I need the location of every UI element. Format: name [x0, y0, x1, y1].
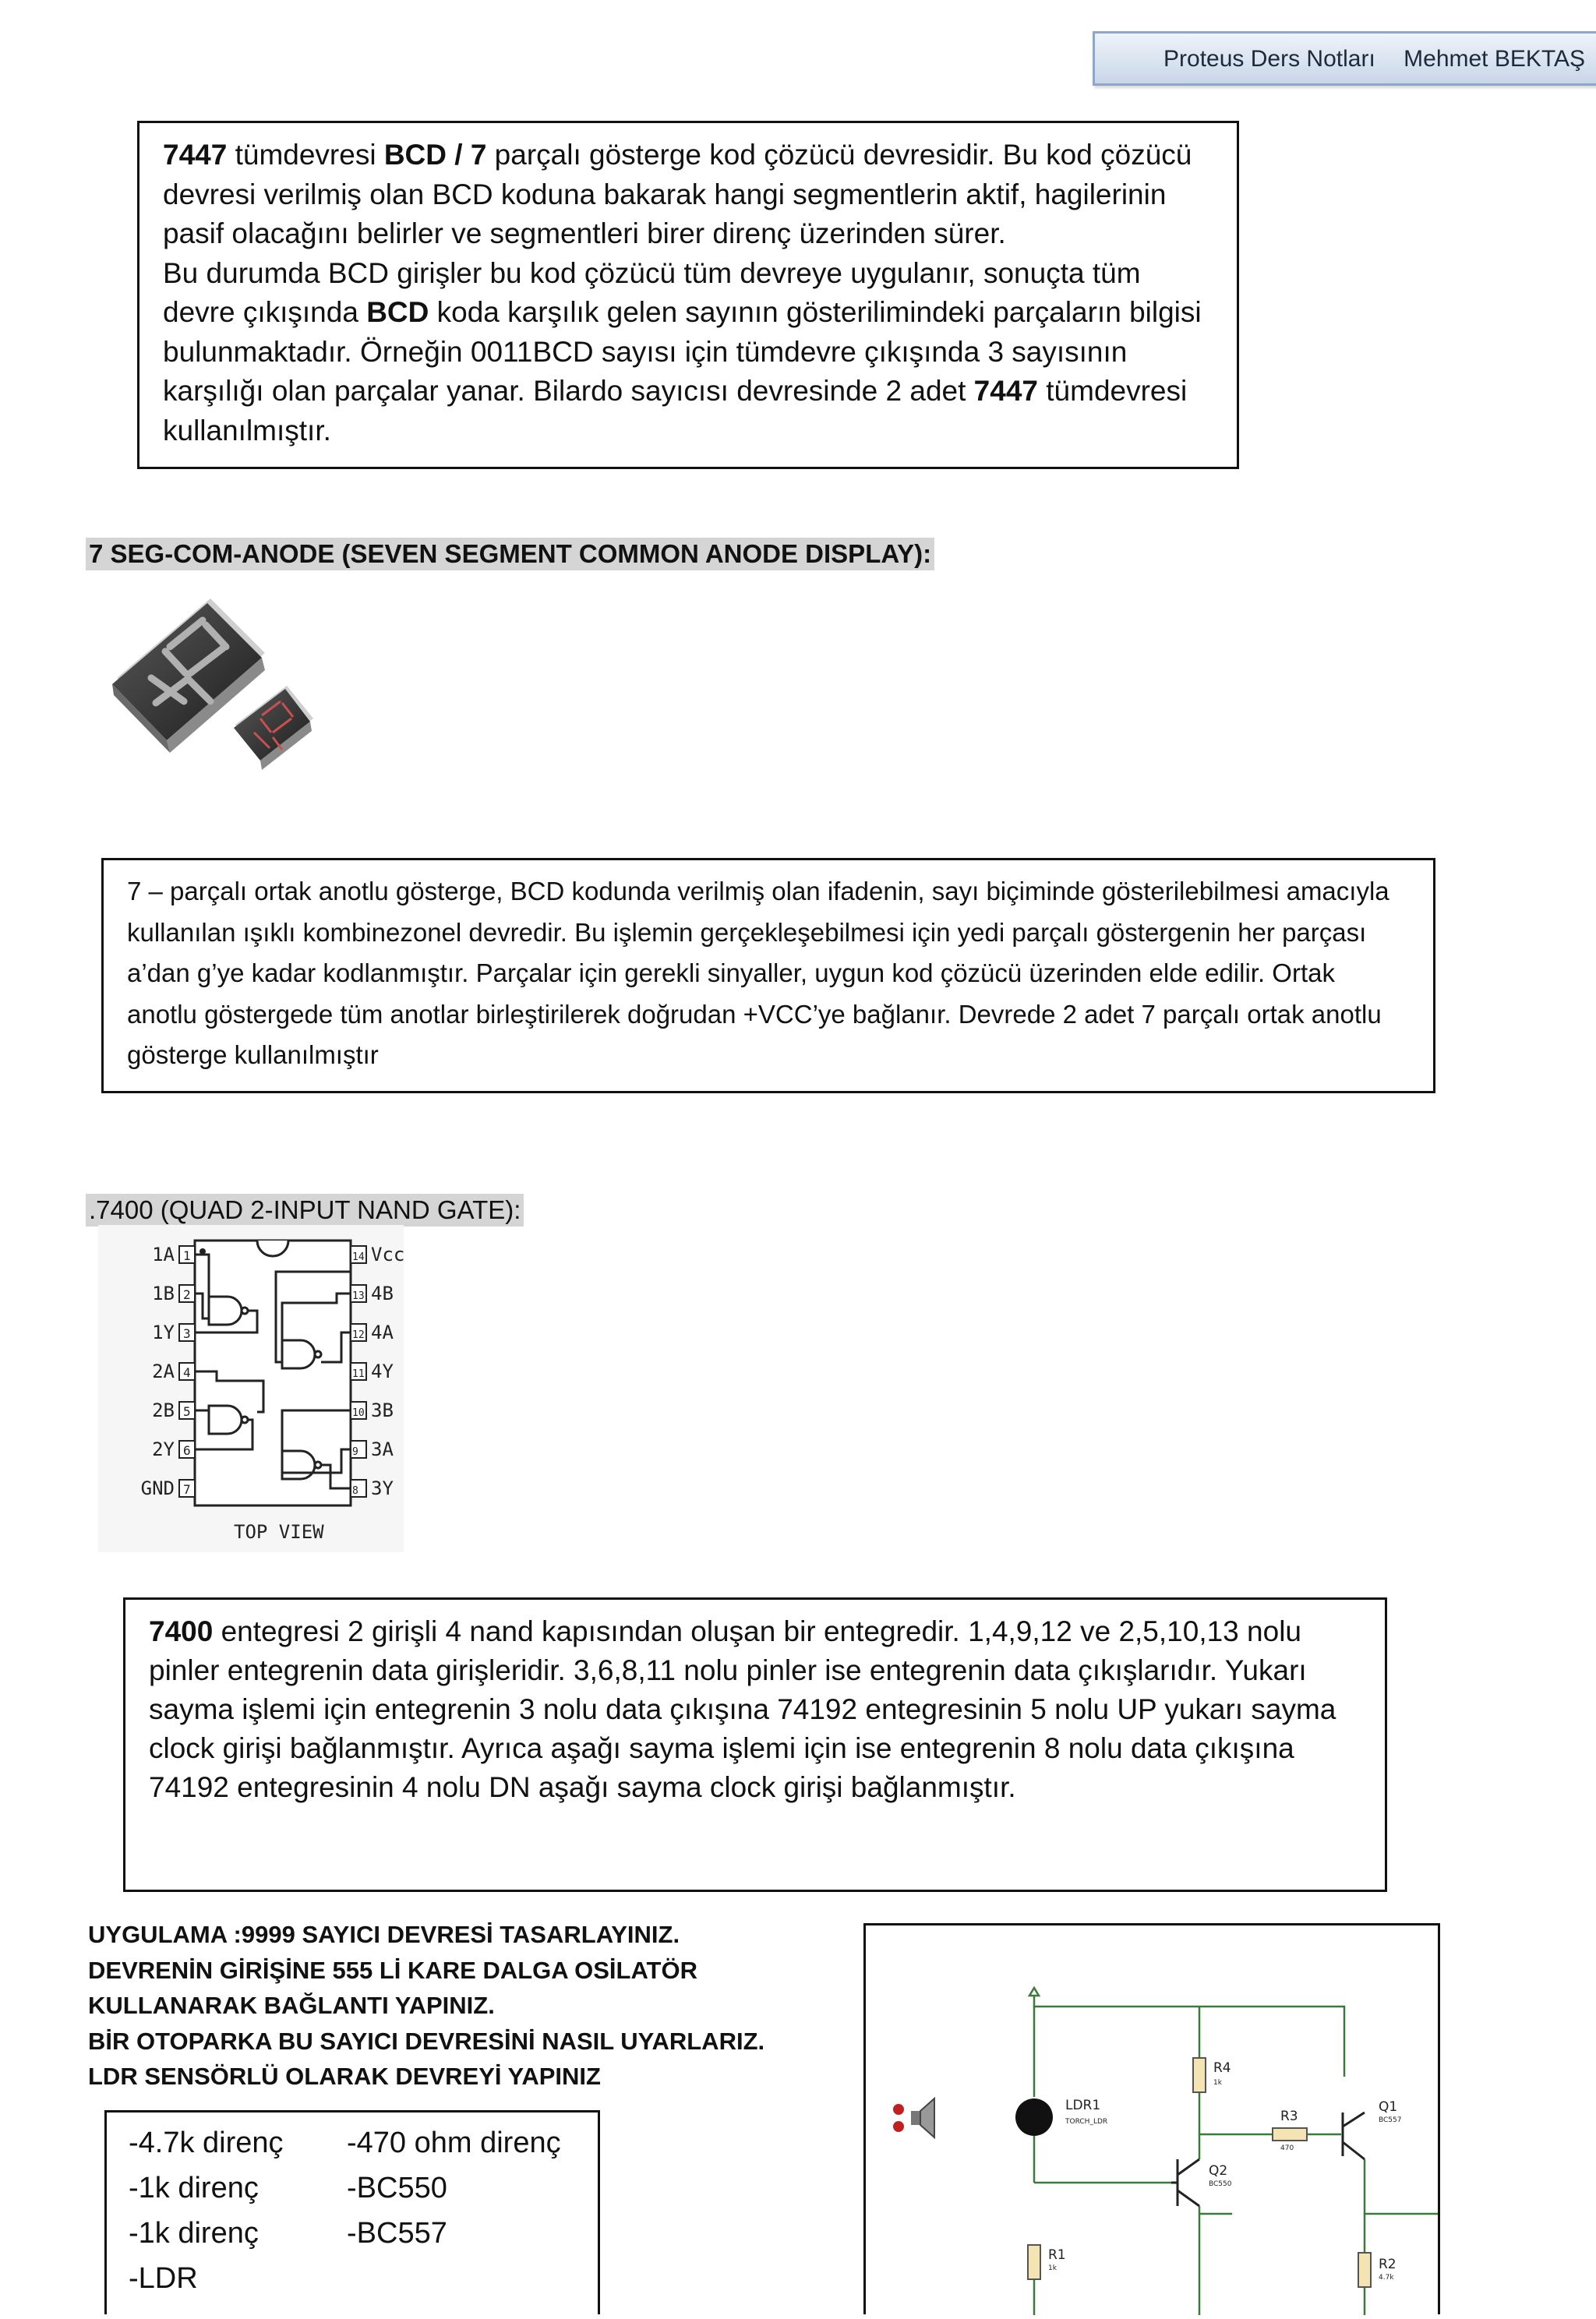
material-item: -LDR — [129, 2262, 198, 2295]
r4-value: 1k — [1213, 2079, 1222, 2087]
materials-row — [129, 2256, 579, 2301]
pin-number: 5 — [183, 1404, 191, 1419]
text-run: tümdevresi — [227, 139, 384, 171]
pin-label: 2A — [152, 1361, 175, 1382]
pin-label: 3A — [371, 1438, 394, 1460]
seven-segment-display-image — [109, 592, 343, 795]
text-run: Bu durumda BCD girişler bu kod çözücü tüm devreye uygulanır, sonuçta tüm devre çıkışında — [163, 256, 1141, 328]
chip-caption: TOP VIEW — [234, 1521, 324, 1543]
pin-label: 1Y — [152, 1322, 175, 1343]
pin-label: GND — [140, 1477, 175, 1499]
material-item: -BC550 — [347, 2172, 447, 2204]
ldr-sub: TORCH_LDR — [1065, 2118, 1108, 2126]
r1-value: 1k — [1048, 2264, 1057, 2272]
pin-number: 7 — [183, 1482, 191, 1497]
pin-number: 3 — [183, 1326, 191, 1341]
material-item: -470 ohm direnç — [347, 2127, 561, 2159]
pin-number: 12 — [352, 1329, 365, 1341]
text-run: parçalı gösterge kod çözücü devresidir. Bu kod çözücü devresi verilmiş olan BCD koduna bakarak hangi segmentlerin aktif, hagilerinin pasif olacağını belirler ve segmentleri birer direnç üzerinden sürer. — [163, 139, 1192, 249]
task-line: KULLANARAK BAĞLANTI YAPINIZ. — [88, 1992, 495, 2019]
pin-number: 10 — [352, 1407, 365, 1419]
q2-part: BC550 — [1209, 2180, 1232, 2188]
text-run: tümdevresi kullanılmıştır. — [163, 375, 1188, 447]
box-7seg-text: 7 – parçalı ortak anotlu gösterge, BCD kodunda verilmiş olan ifadenin, sayı biçiminde gösterilebilmesi amacıyla kullanılan ışıklı kombinezonel devredir. Bu işlemin gerçekleşebilmesi için yedi parçalı göstergenin her parçası a’dan g’ye kadar kodlanmıştır. Parçalar için gerekli sinyaller, uygun kod çözücü üzerinden elde edilir. Ortak anotlu göstergede tüm anotlar birleştirilerek doğrudan +VCC’ye bağlanır. Devrede 2 adet 7 parçalı ortak anotlu gösterge kullanılmıştır — [127, 877, 1389, 1069]
material-item: -BC557 — [347, 2217, 447, 2250]
bold-term: 7447 — [973, 375, 1038, 407]
pin-number: 13 — [352, 1290, 365, 1302]
q2-label: Q2 — [1209, 2163, 1228, 2179]
pin-number: 4 — [183, 1365, 191, 1380]
pin-number: 8 — [352, 1485, 358, 1497]
pin-label: Vcc — [371, 1244, 404, 1265]
text-run: koda karşılık gelen sayının gösterilimindeki parçaların bilgisi bulunmaktadır. Örneğin 0011BCD sayısı için tümdevre çıkışında 3 sayısının karşılığı olan parçalar yanar. Bilardo sayıcısı devresinde 2 adet — [163, 296, 1202, 407]
section-heading-7seg: 7 SEG-COM-ANODE (SEVEN SEGMENT COMMON ANODE DISPLAY): — [86, 538, 934, 570]
pin-label: 4A — [371, 1322, 394, 1343]
box-7400-body: entegresi 2 girişli 4 nand kapısından oluşan bir entegredir. 1,4,9,12 ve 2,5,10,13 nolu pinler entegrenin data girişleridir. 3,6,8,11 nolu pinler ise entegrenin data çıkışlarıdır. Yukarı sayma işlemi için entegrenin 3 nolu data çıkışına 74192 entegresinin 5 nolu UP yukarı sayma clock girişi bağlanmıştır. Ayrıca aşağı sayma işlemi için ise entegrenin 8 nolu data çıkışına 74192 entegresinin 4 nolu DN aşağı sayma clock girişi bağlanmıştır. — [149, 1615, 1336, 1803]
pin-label: 3Y — [371, 1477, 394, 1499]
r2-value: 4.7k — [1379, 2274, 1394, 2282]
bold-term: 7447 — [163, 139, 228, 171]
materials-row — [129, 2165, 579, 2211]
box-7seg-description — [101, 858, 1435, 1093]
pin-number: 2 — [183, 1287, 191, 1302]
task-line: UYGULAMA :9999 SAYICI DEVRESİ TASARLAYINIZ. — [88, 1921, 680, 1948]
pin-number: 11 — [352, 1368, 365, 1380]
nand-7400-pinout-diagram — [92, 1225, 404, 1552]
materials-list — [104, 2110, 600, 2314]
box-7400-bold: 7400 — [149, 1615, 214, 1647]
pin-label: 4B — [371, 1283, 394, 1304]
bold-term: BCD / 7 — [383, 139, 487, 171]
r1-label: R1 — [1048, 2247, 1066, 2263]
pin-label: 4Y — [371, 1361, 394, 1382]
pin-number: 1 — [183, 1248, 191, 1263]
pin-label: 2Y — [152, 1438, 175, 1460]
materials-row — [129, 2211, 579, 2256]
box-7400-text — [149, 1612, 1363, 1807]
task-line: BİR OTOPARKA BU SAYICI DEVRESİNİ NASIL UYARLARIZ. — [88, 2027, 765, 2055]
pin-number: 9 — [352, 1446, 358, 1458]
pin-label: 1B — [152, 1283, 175, 1304]
ldr-label: LDR1 — [1065, 2098, 1101, 2113]
material-item: -4.7k direnç — [129, 2127, 284, 2159]
q1-part: BC557 — [1379, 2116, 1402, 2124]
task-line: DEVRENİN GİRİŞİNE 555 Lİ KARE DALGA OSİLATÖR — [88, 1956, 697, 1984]
pin-number: 6 — [183, 1443, 191, 1458]
ldr-sensor-circuit-schematic — [863, 1923, 1440, 2314]
box-7447-description — [137, 121, 1239, 469]
header-tab — [1093, 31, 1596, 86]
r2-label: R2 — [1379, 2257, 1396, 2272]
box-7447-paragraph-1 — [163, 136, 1215, 254]
r4-label: R4 — [1213, 2060, 1231, 2076]
r3-value: 470 — [1280, 2144, 1294, 2152]
box-7447-paragraph-2 — [163, 254, 1215, 451]
r3-label: R3 — [1280, 2109, 1298, 2124]
header-text — [1142, 46, 1585, 72]
material-item: -1k direnç — [129, 2172, 259, 2204]
task-line: LDR SENSÖRLÜ OLARAK DEVREYİ YAPINIZ — [88, 2063, 601, 2090]
pin-label: 3B — [371, 1400, 394, 1421]
pin-number: 14 — [352, 1251, 365, 1263]
header-title: Proteus Ders Notları — [1163, 46, 1375, 72]
q1-label: Q1 — [1379, 2099, 1398, 2115]
material-item: -1k direnç — [129, 2217, 259, 2250]
pin-label: 1A — [152, 1244, 175, 1265]
section-heading-7400: .7400 (QUAD 2-INPUT NAND GATE): — [86, 1194, 524, 1227]
box-7400-description — [123, 1597, 1387, 1892]
header-author: Mehmet BEKTAŞ — [1404, 46, 1585, 72]
task-instructions — [88, 1917, 764, 2095]
pin-label: 2B — [152, 1400, 175, 1421]
bold-term: BCD — [366, 296, 429, 328]
materials-row — [129, 2120, 579, 2165]
